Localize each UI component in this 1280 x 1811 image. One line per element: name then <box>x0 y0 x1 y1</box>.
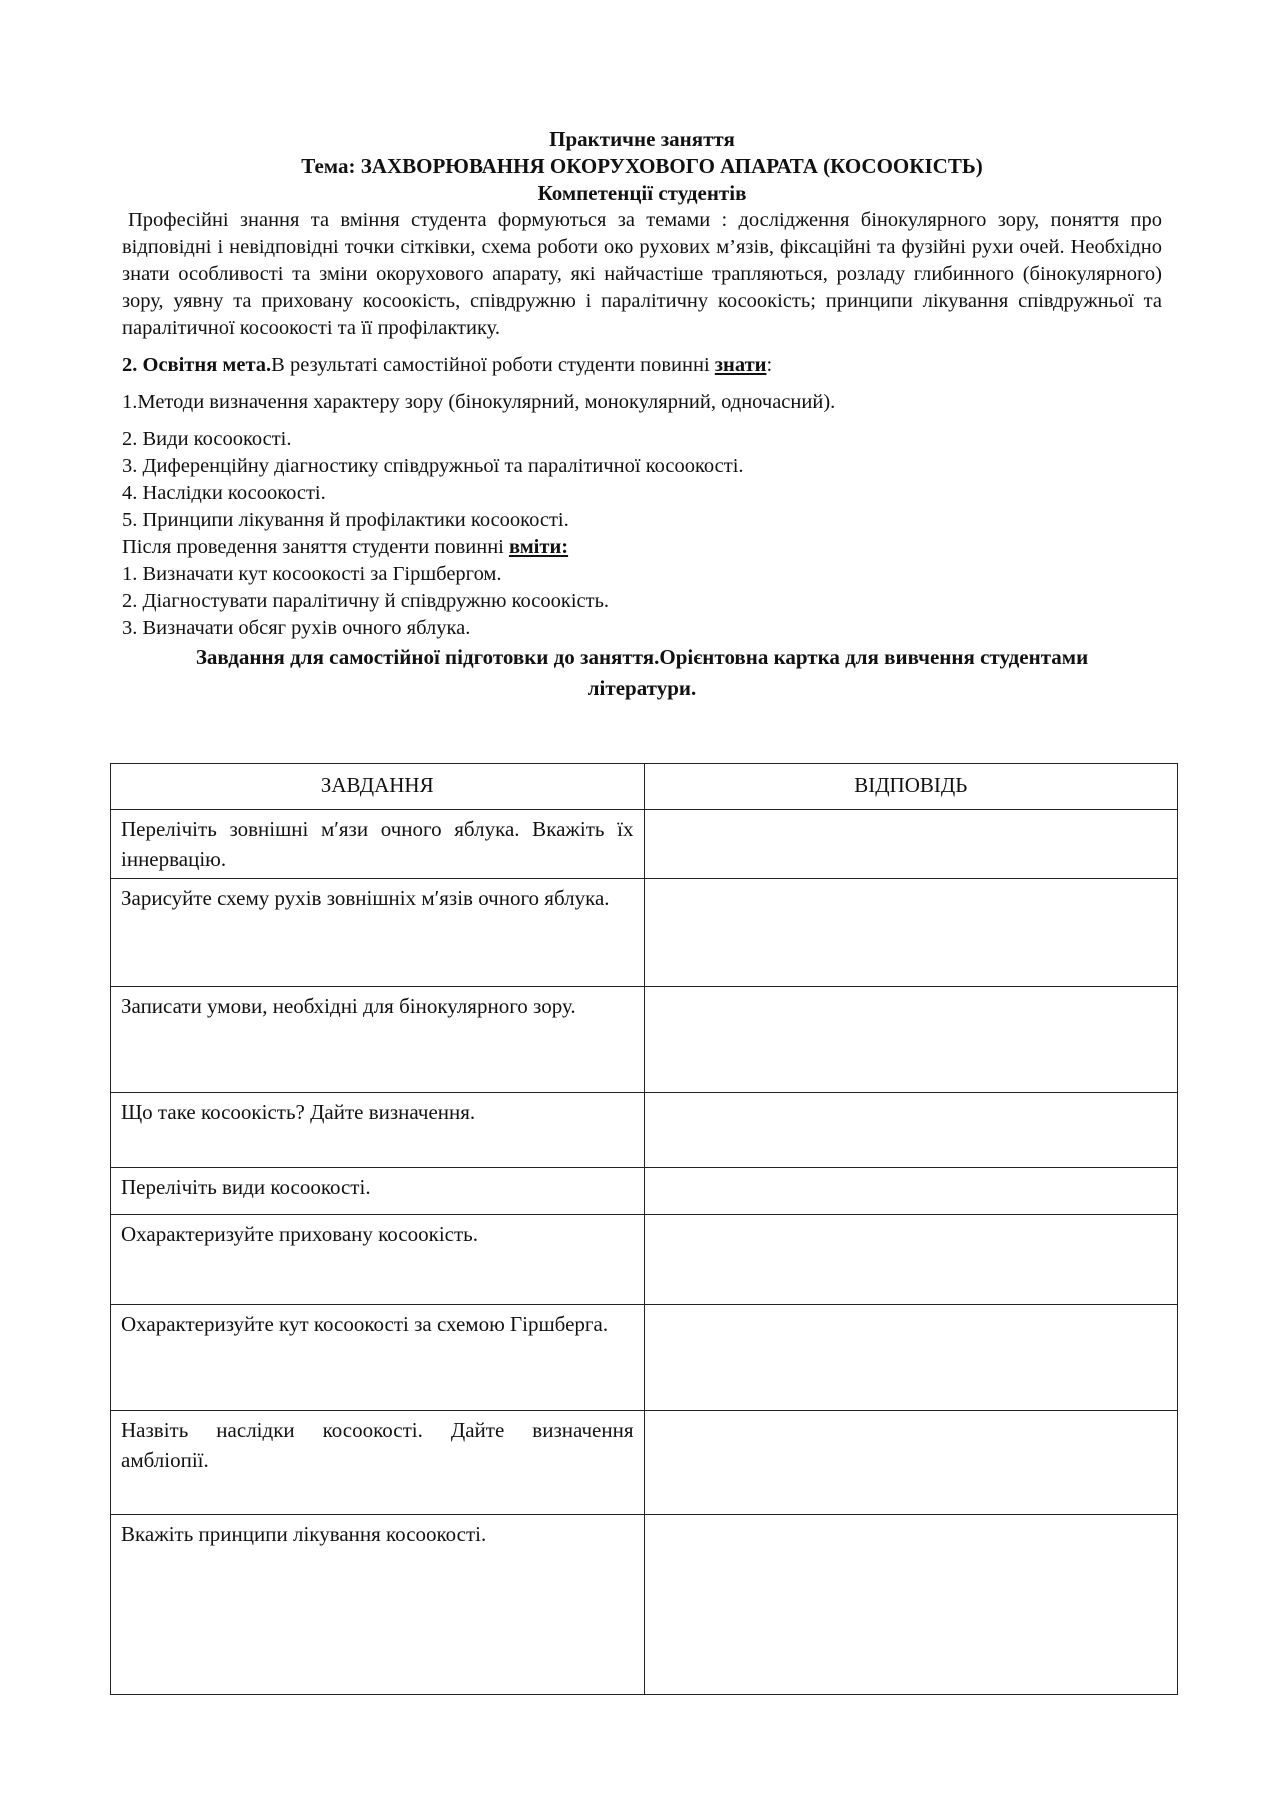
header-task: ЗАВДАННЯ <box>111 764 645 810</box>
goal-colon: : <box>766 354 773 376</box>
know-item: 2. Види косоокості. <box>122 428 292 450</box>
answer-cell[interactable] <box>644 879 1178 987</box>
skills-intro-line <box>122 534 1162 561</box>
doc-heading-1: Практичне заняття <box>549 127 735 151</box>
task-cell: Зарисуйте схему рухів зовнішніх м′язів очного яблука. <box>111 879 645 987</box>
table-row <box>111 810 1178 879</box>
table-row <box>111 1168 1178 1215</box>
answer-cell[interactable] <box>644 1515 1178 1695</box>
skill-item: 2. Діагностувати паралітичну й співдружню косоокість. <box>122 590 610 612</box>
answer-cell[interactable] <box>644 1305 1178 1411</box>
task-cell: Вкажіть принципи лікування косоокості. <box>111 1515 645 1695</box>
goal-keyword: знати <box>714 354 767 376</box>
know-item: 4. Наслідки косоокості. <box>122 482 326 504</box>
tasks-heading-line2: літератури. <box>587 676 697 700</box>
goal-label: 2. Освітня мета. <box>122 354 272 376</box>
skills-keyword: вміти: <box>509 536 569 558</box>
table-row <box>111 879 1178 987</box>
goal-text: В результаті самостійної роботи студенти повинні <box>271 354 715 376</box>
skill-item: 1. Визначати кут косоокості за Гіршбергом. <box>122 563 502 585</box>
task-table <box>110 763 1178 1695</box>
answer-cell[interactable] <box>644 1168 1178 1215</box>
task-cell: Охарактеризуйте приховану косоокість. <box>111 1215 645 1305</box>
task-cell: Назвіть наслідки косоокості. Дайте визначення амбліопії. <box>111 1411 645 1515</box>
document-page <box>122 126 1162 704</box>
tasks-heading-line1: Завдання для самостійної підготовки до заняття.Орієнтовна картка для вивчення студентами <box>195 645 1089 669</box>
skills-intro-text: Після проведення заняття студенти повинні <box>122 536 509 558</box>
know-item: 3. Диференційну діагностику співдружньої та паралітичної косоокості. <box>122 455 744 477</box>
task-cell: Перелічіть зовнішні м′язи очного яблука. Вкажіть їх іннервацію. <box>111 810 645 879</box>
goal-line <box>122 352 1162 379</box>
table-row <box>111 1411 1178 1515</box>
task-cell: Охарактеризуйте кут косоокості за схемою Гіршберга. <box>111 1305 645 1411</box>
answer-cell[interactable] <box>644 987 1178 1093</box>
header-answer: ВІДПОВІДЬ <box>644 764 1178 810</box>
doc-heading-competencies: Компетенції студентів <box>537 181 747 205</box>
table-row <box>111 987 1178 1093</box>
intro-paragraph: Професійні знання та вміння студента формуються за темами : дослідження бінокулярного зору, поняття про відповідні і невідповідні точки сітківки, схема роботи око рухових м’язів, фіксаційні та фузійні рухи очей. Необхідно знати особливості та зміни окорухового апарату, які найчастіше трапляються, розладу глибинного (бінокулярного) зору, уявну та приховану косоокість, співдружню і паралітичну косоокість; принципи лікування співдружньої та паралітичної косоокості та її профілактику. <box>122 209 1162 339</box>
know-item: 1.Методи визначення характеру зору (бінокулярний, монокулярний, одночасний). <box>122 391 836 413</box>
task-cell: Що таке косоокість? Дайте визначення. <box>111 1093 645 1168</box>
answer-cell[interactable] <box>644 1093 1178 1168</box>
table-row <box>111 1305 1178 1411</box>
task-cell: Перелічіть види косоокості. <box>111 1168 645 1215</box>
doc-heading-topic: Тема: ЗАХВОРЮВАННЯ ОКОРУХОВОГО АПАРАТА (КОСООКІСТЬ) <box>301 154 983 178</box>
answer-cell[interactable] <box>644 1411 1178 1515</box>
table-row <box>111 1515 1178 1695</box>
task-cell: Записати умови, необхідні для бінокулярного зору. <box>111 987 645 1093</box>
table-header-row <box>111 764 1178 810</box>
skill-item: 3. Визначати обсяг рухів очного яблука. <box>122 617 471 639</box>
answer-cell[interactable] <box>644 1215 1178 1305</box>
answer-cell[interactable] <box>644 810 1178 879</box>
know-item: 5. Принципи лікування й профілактики косоокості. <box>122 509 569 531</box>
table-row <box>111 1215 1178 1305</box>
table-row <box>111 1093 1178 1168</box>
